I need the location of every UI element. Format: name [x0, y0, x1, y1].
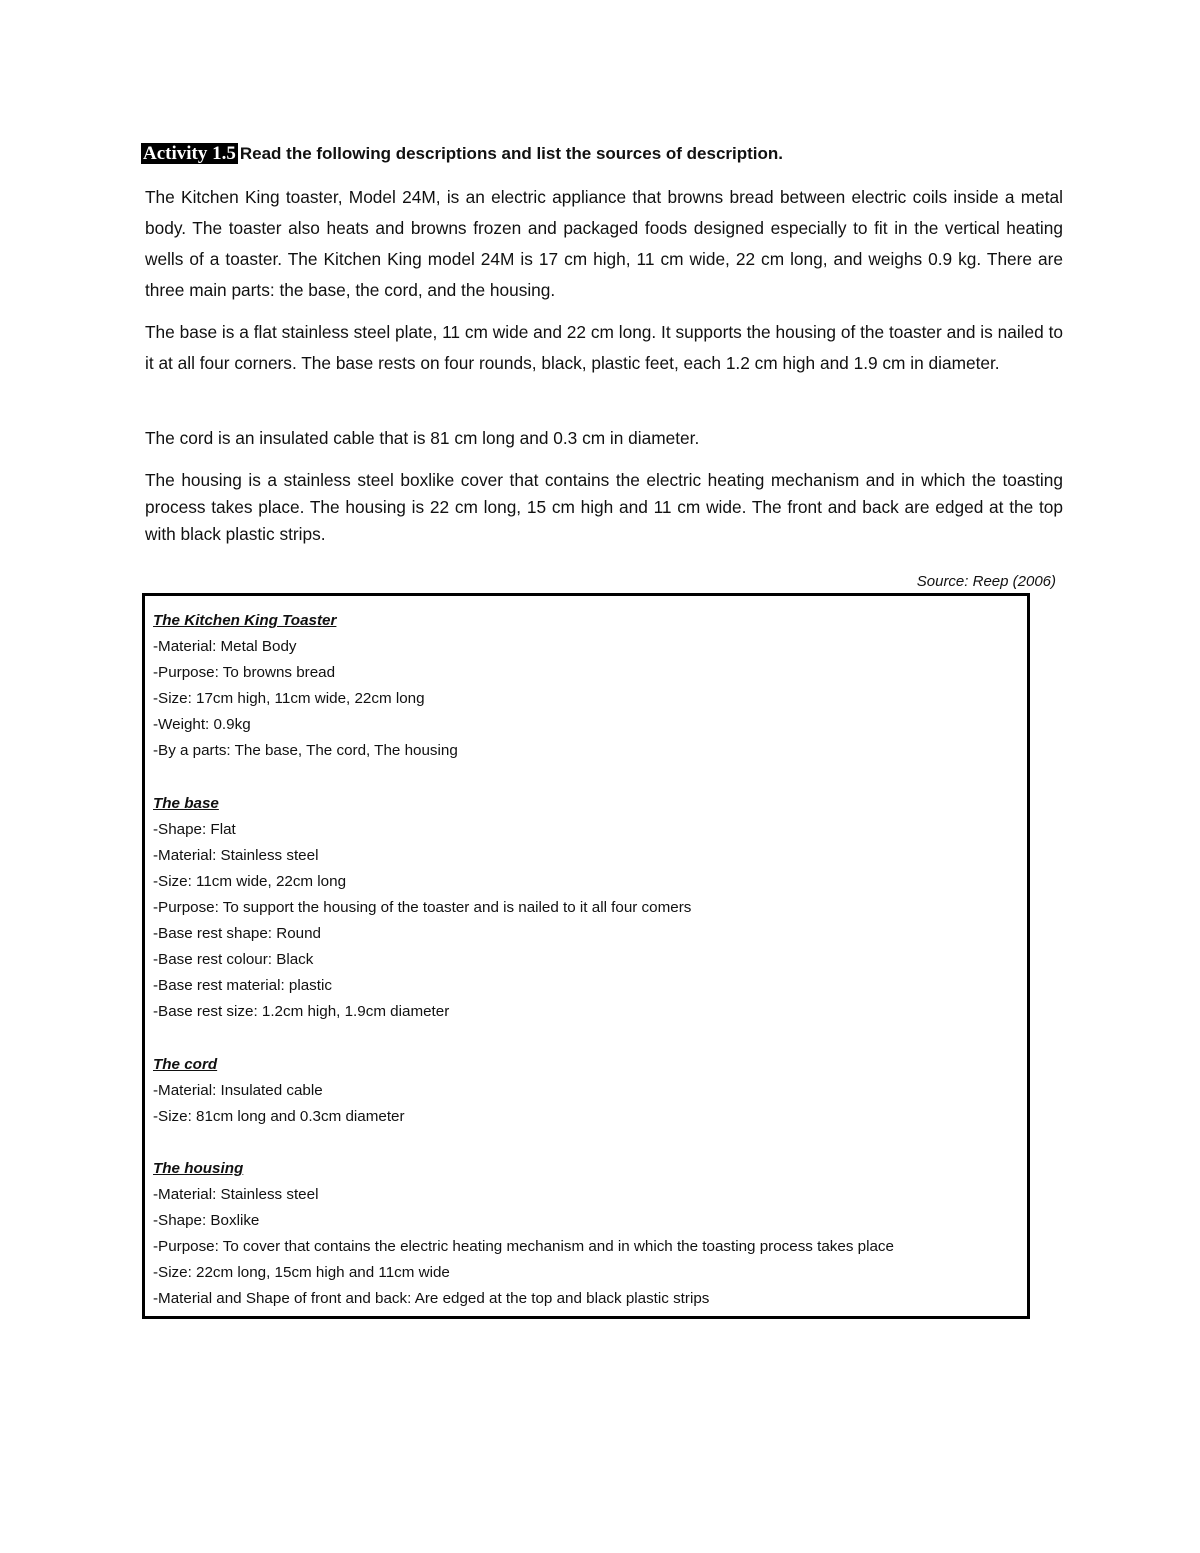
summary-content: [153, 608, 1019, 1313]
summary-line: -Purpose: To browns bread: [153, 664, 336, 682]
summary-line: -Base rest material: plastic: [153, 977, 332, 995]
summary-line: -Size: 17cm high, 11cm wide, 22cm long: [153, 690, 425, 708]
source-citation: Source: Reep (2006): [916, 573, 1056, 590]
summary-line: -Shape: Flat: [153, 820, 236, 838]
summary-line: -Size: 81cm long and 0.3cm diameter: [153, 1107, 405, 1125]
summary-line: -Base rest size: 1.2cm high, 1.9cm diameter: [153, 1003, 450, 1021]
summary-section: [153, 1052, 1019, 1130]
summary-section: [153, 1156, 1019, 1313]
summary-line: -Weight: 0.9kg: [153, 716, 251, 734]
activity-label: Activity 1.5: [143, 143, 236, 164]
summary-line: -Material and Shape of front and back: Are edged at the top and black plastic strips: [153, 1290, 710, 1308]
paragraph-toaster-overview: The Kitchen King toaster, Model 24M, is an electric appliance that browns bread between electric coils inside a metal body. The toaster also heats and browns frozen and packaged foods designed especially to fit in the vertical heating wells of a toaster. The Kitchen King model 24M is 17 cm high, 11 cm wide, 22 cm long, and weighs 0.9 kg. There are three main parts: the base, the cord, and the housing.: [145, 187, 1063, 300]
summary-box: [142, 593, 1030, 1319]
paragraph-cord: The cord is an insulated cable that is 81 cm long and 0.3 cm in diameter.: [145, 428, 700, 448]
summary-section-title: The base: [153, 794, 219, 812]
summary-line: -Material: Insulated cable: [153, 1081, 323, 1099]
summary-line: -Purpose: To cover that contains the electric heating mechanism and in which the toasting process takes place: [153, 1238, 894, 1256]
summary-section-title: The cord: [153, 1055, 218, 1073]
summary-line: -Base rest shape: Round: [153, 925, 322, 943]
summary-line: -Material: Stainless steel: [153, 846, 319, 864]
summary-line: -Size: 11cm wide, 22cm long: [153, 872, 347, 890]
paragraph-base: The base is a flat stainless steel plate, 11 cm wide and 22 cm long. It supports the housing of the toaster and is nailed to it at all four corners. The base rests on four rounds, black, plastic feet, each 1.2 cm high and 1.9 cm in diameter.: [145, 322, 1063, 373]
summary-line: -Material: Metal Body: [153, 638, 297, 656]
summary-section-title: The Kitchen King Toaster: [153, 612, 337, 629]
summary-line: -Purpose: To support the housing of the toaster and is nailed to it all four comers: [153, 899, 692, 917]
activity-instruction: Read the following descriptions and list the sources of description.: [239, 144, 784, 163]
summary-section: [153, 608, 1019, 765]
summary-line: -Size: 22cm long, 15cm high and 11cm wide: [153, 1264, 450, 1282]
paragraph-housing: The housing is a stainless steel boxlike cover that contains the electric heating mechanism and in which the toasting process takes place. The housing is 22 cm long, 15 cm high and 11 cm wide. The front and back are edged at the top with black plastic strips.: [145, 470, 1063, 544]
summary-line: -By a parts: The base, The cord, The housing: [153, 742, 458, 760]
summary-section-title: The housing: [153, 1159, 244, 1177]
summary-section: [153, 791, 1019, 1026]
summary-line: -Material: Stainless steel: [153, 1186, 319, 1204]
summary-line: -Shape: Boxlike: [153, 1212, 260, 1230]
summary-line: -Base rest colour: Black: [153, 951, 314, 969]
activity-heading: [141, 141, 783, 167]
